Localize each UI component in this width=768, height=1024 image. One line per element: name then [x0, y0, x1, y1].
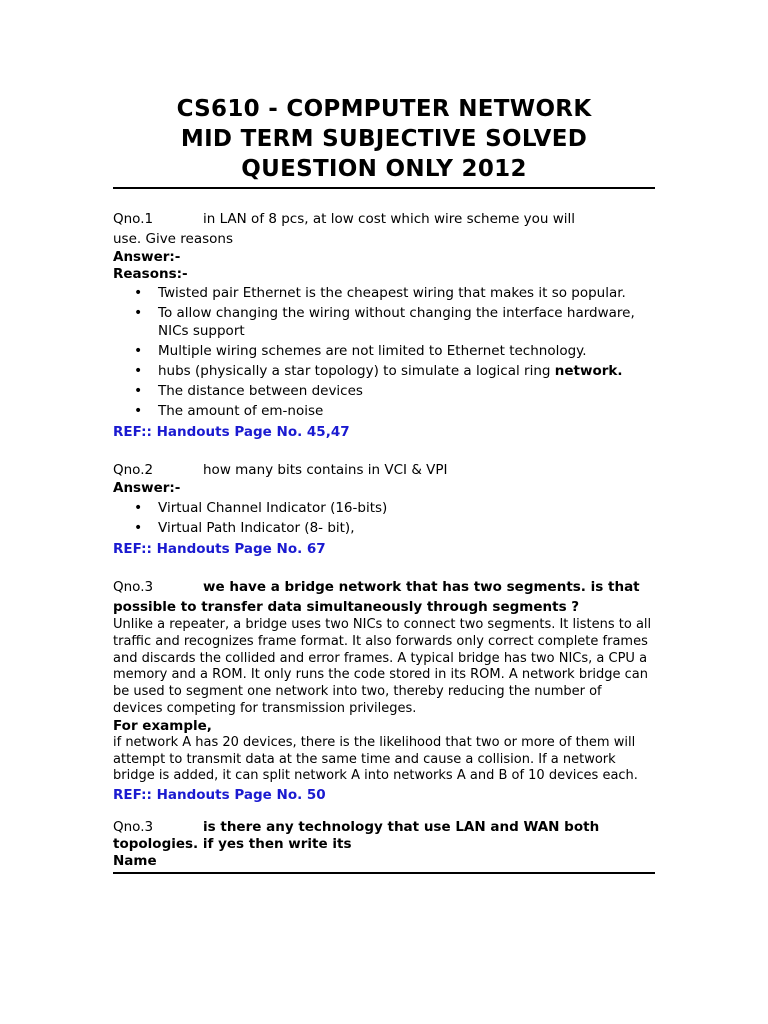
list-item: • The distance between devices [158, 382, 655, 400]
question-1-reference: REF:: Handouts Page No. 45,47 [113, 424, 350, 440]
question-3-heading [113, 577, 655, 597]
question-3-example-label: For example, [113, 717, 212, 734]
question-2-bullet-list [113, 499, 655, 537]
list-item: • Virtual Path Indicator (8- bit), [158, 519, 655, 537]
list-item-text: hubs (physically a star topology) to simulate a logical ring [158, 363, 551, 379]
title-divider [113, 187, 655, 189]
list-item [158, 362, 655, 380]
question-3-paragraph-2: if network A has 20 devices, there is the likelihood that two or more of them will attempt to transmit data at the same time and cause a collision. If a network bridge is added, it can split network A into networks A and B of 10 devices each. [113, 734, 638, 784]
list-item: • Virtual Channel Indicator (16-bits) [158, 499, 655, 517]
document-page [113, 0, 655, 874]
question-1-heading [113, 209, 655, 229]
list-item: • Multiple wiring schemes are not limited to Ethernet technology. [158, 342, 655, 360]
bottom-divider [113, 872, 655, 874]
question-3-paragraph-1: Unlike a repeater, a bridge uses two NICs to connect two segments. It listens to all traffic and recognizes frame format. It also forwards only correct complete frames and discards the collided and error frames. A typical bridge has two NICs, a CPU a memory and a ROM. It only runs the code stored in its ROM. A network bridge can be used to segment one network into two, thereby reducing the number of devices competing for transmission privileges. [113, 617, 652, 716]
list-item: • The amount of em-noise [158, 402, 655, 420]
question-3-reference: REF:: Handouts Page No. 50 [113, 787, 326, 804]
question-1-text-line-1: in LAN of 8 pcs, at low cost which wire scheme you will [203, 211, 576, 227]
question-3-text-line-1: we have a bridge network that has two segments. is that [203, 579, 640, 595]
question-4 [113, 819, 655, 874]
list-item: • Twisted pair Ethernet is the cheapest wiring that makes it so popular. [158, 284, 655, 302]
title-line-3: QUESTION ONLY 2012 [241, 156, 527, 182]
question-4-text-line-1: is there any technology that use LAN and WAN both [203, 819, 600, 836]
question-1-text-line-2: use. Give reasons [113, 231, 233, 247]
question-2-heading [113, 460, 655, 480]
document-title [113, 94, 655, 184]
question-4-text-line-3: Name [113, 853, 157, 870]
list-item-bold-text: network. [554, 363, 623, 379]
question-4-number: Qno.3 [113, 819, 154, 836]
title-line-2: MID TERM SUBJECTIVE SOLVED [180, 126, 588, 152]
question-1 [113, 209, 655, 442]
question-4-text-line-2: topologies. if yes then write its [113, 836, 352, 853]
question-3-number: Qno.3 [113, 579, 154, 595]
question-3 [113, 577, 655, 805]
question-1-bullet-list [113, 284, 655, 420]
question-2-reference: REF:: Handouts Page No. 67 [113, 541, 326, 557]
question-1-reasons-label: Reasons:- [113, 266, 188, 282]
question-4-heading [113, 819, 655, 836]
list-item: • To allow changing the wiring without changing the interface hardware, NICs support [158, 304, 655, 340]
question-1-answer-label: Answer:- [113, 249, 181, 265]
question-2-number: Qno.2 [113, 462, 154, 478]
question-2-text: how many bits contains in VCI & VPI [203, 462, 448, 478]
question-2 [113, 460, 655, 559]
question-3-text-line-2: possible to transfer data simultaneously through segments ? [113, 599, 580, 615]
question-1-number: Qno.1 [113, 211, 154, 227]
title-line-1: CS610 - COPMPUTER NETWORK [176, 96, 592, 122]
question-2-answer-label: Answer:- [113, 480, 181, 496]
